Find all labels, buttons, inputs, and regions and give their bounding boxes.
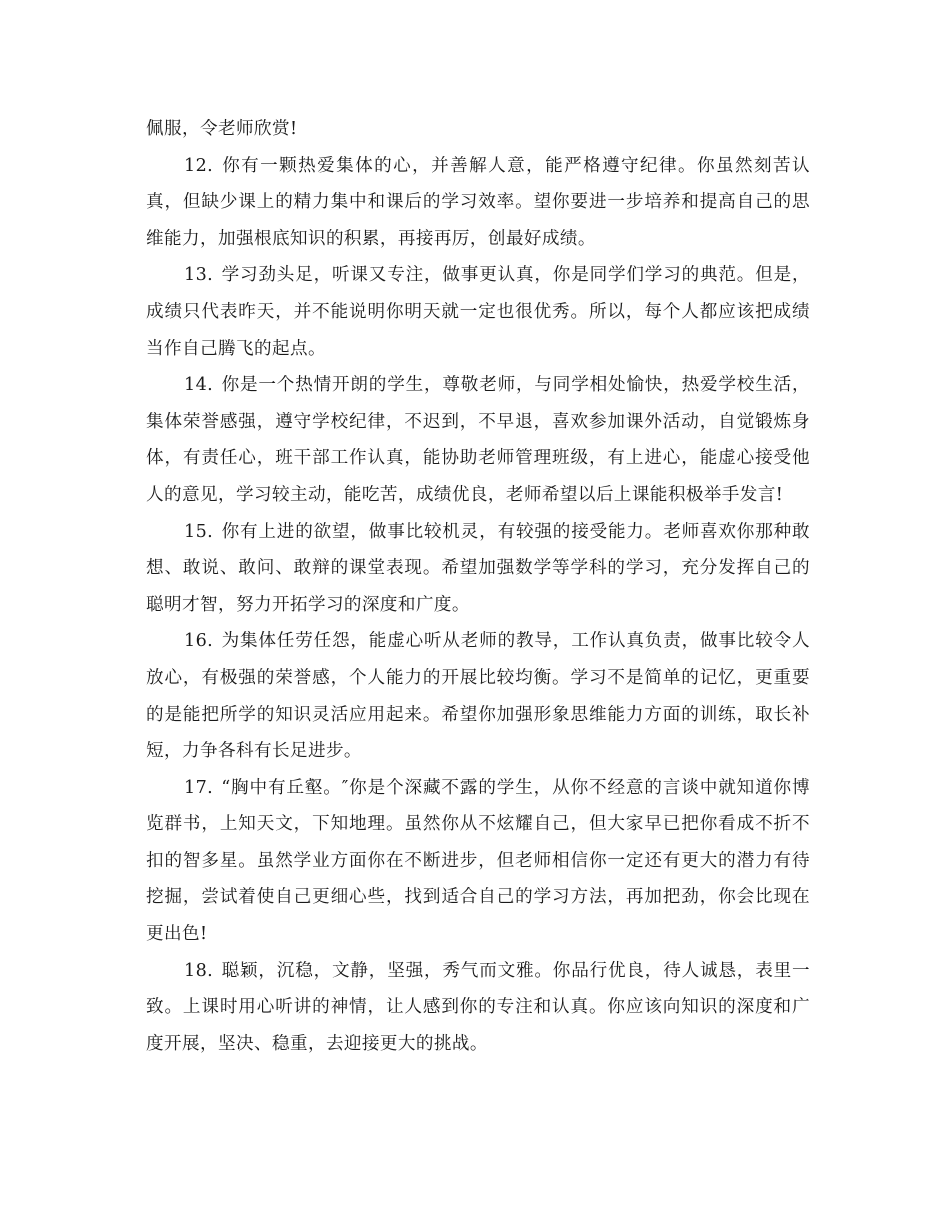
paragraph-text: “胸中有丘壑。″你是个深藏不露的学生，从你不经意的言谈中就知道你博览群书，上知天文，下知地理。虽然你从不炫耀自己，但大家早已把你看成不折不扣的智多星。虽然学业方面你在不断进步，但老师相信你一定还有更大的潜力有待挖掘，尝试着使自己更细心些，找到适合自己的学习方法，再加把劲，你会比现在更出色! bbox=[146, 777, 810, 945]
paragraph-13 bbox=[146, 257, 810, 367]
paragraph-text: 学习劲头足，听课又专注，做事更认真，你是同学们学习的典范。但是，成绩只代表昨天，并不能说明你明天就一定也很优秀。所以，每个人都应该把成绩当作自己腾飞的起点。 bbox=[146, 265, 810, 359]
paragraph-number: 17. bbox=[184, 777, 214, 798]
paragraph-15 bbox=[146, 514, 810, 624]
paragraph-12 bbox=[146, 148, 810, 258]
paragraph-text: 佩服，令老师欣赏! bbox=[146, 119, 298, 139]
paragraph-text: 为集体任劳任怨，能虚心听从老师的教导，工作认真负责，做事比较令人放心，有极强的荣誉感，个人能力的开展比较均衡。学习不是简单的记忆，更重要的是能把所学的知识灵活应用起来。希望你加强形象思维能力方面的训练，取长补短，力争各科有长足进步。 bbox=[146, 631, 810, 762]
paragraph-text: 聪颖，沉稳，文静，坚强，秀气而文雅。你品行优良，待人诚恳，表里一致。上课时用心听讲的神情，让人感到你的专注和认真。你应该向知识的深度和广度开展，坚决、稳重，去迎接更大的挑战。 bbox=[146, 960, 810, 1054]
document-page bbox=[146, 111, 810, 1062]
paragraph-number: 13. bbox=[184, 265, 214, 286]
paragraph-17 bbox=[146, 770, 810, 953]
paragraph-continuation bbox=[146, 111, 810, 148]
paragraph-14 bbox=[146, 367, 810, 513]
paragraph-number: 15. bbox=[184, 521, 214, 542]
paragraph-16 bbox=[146, 623, 810, 769]
paragraph-number: 18. bbox=[184, 960, 214, 981]
paragraph-number: 16. bbox=[184, 631, 214, 652]
paragraph-number: 12. bbox=[184, 155, 214, 176]
paragraph-text: 你是一个热情开朗的学生，尊敬老师，与同学相处愉快，热爱学校生活，集体荣誉感强，遵守学校纪律，不迟到，不早退，喜欢参加课外活动，自觉锻炼身体，有责任心，班干部工作认真，能协助老师管理班级，有上进心，能虚心接受他人的意见，学习较主动，能吃苦，成绩优良，老师希望以后上课能积极举手发言! bbox=[146, 375, 810, 505]
paragraph-text: 你有上进的欲望，做事比较机灵，有较强的接受能力。老师喜欢你那种敢想、敢说、敢问、敢辩的课堂表现。希望加强数学等学科的学习，充分发挥自己的聪明才智，努力开拓学习的深度和广度。 bbox=[146, 521, 810, 615]
paragraph-text: 你有一颗热爱集体的心，并善解人意，能严格遵守纪律。你虽然刻苦认真，但缺少课上的精力集中和课后的学习效率。望你要进一步培养和提高自己的思维能力，加强根底知识的积累，再接再厉，创最好成绩。 bbox=[146, 155, 810, 249]
paragraph-number: 14. bbox=[184, 375, 214, 396]
paragraph-18 bbox=[146, 953, 810, 1063]
